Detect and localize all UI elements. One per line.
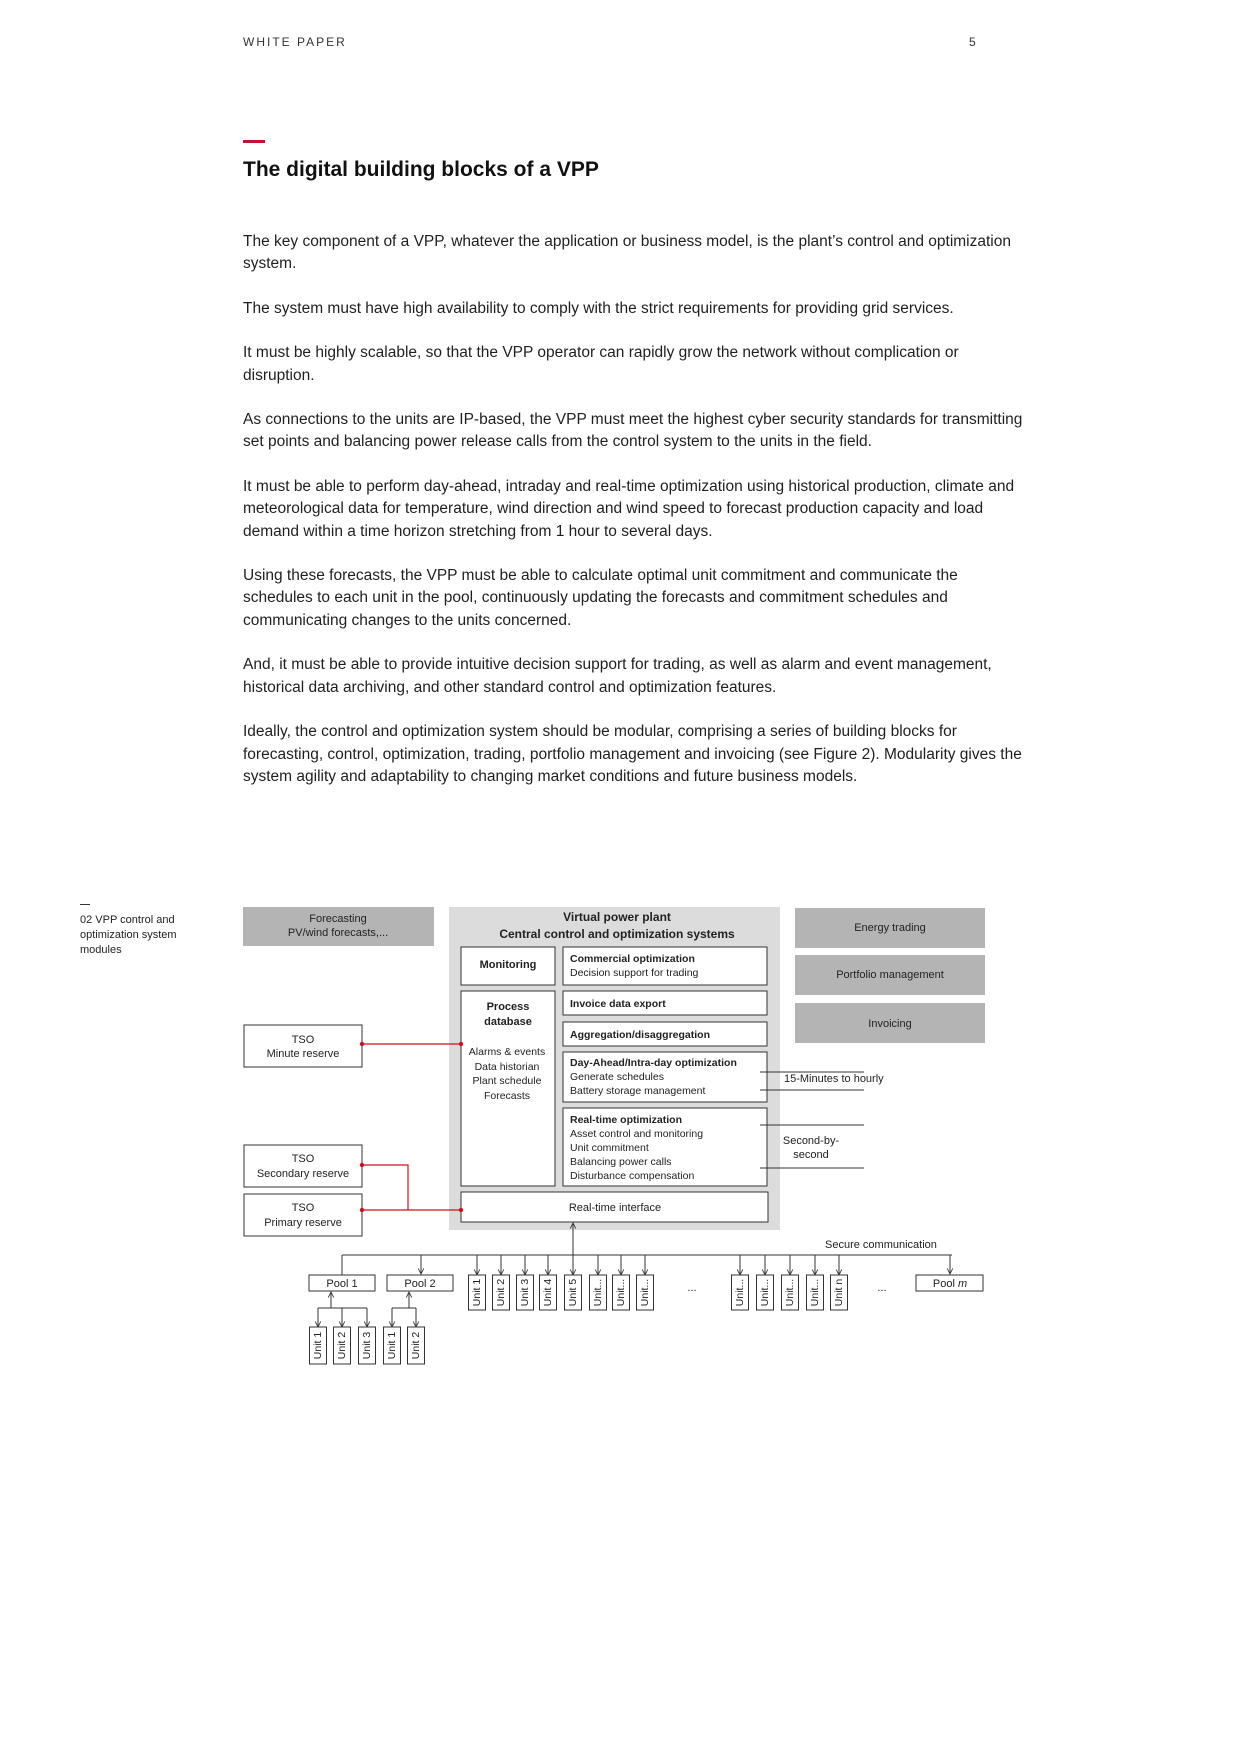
process-db-title: Process (486, 1001, 530, 1013)
unit-label: Unit 2 (336, 1331, 348, 1360)
bus-unit (517, 1255, 534, 1310)
tso-secondary-box (244, 1145, 362, 1187)
process-db-item: Data historian (474, 1061, 540, 1073)
pool-m-label: Pool m (932, 1278, 968, 1290)
vpp-diagram (0, 895, 1108, 1375)
day-ahead-title: Day-Ahead/Intra-day optimization (570, 1057, 737, 1069)
figure-caption: 02 VPP control and optimization system modules (80, 914, 177, 956)
realtime-opt-item: Disturbance compensation (570, 1170, 695, 1182)
vpp-subtitle: Central control and optimization systems (499, 927, 735, 941)
day-ahead-item: Generate schedules (570, 1071, 664, 1083)
bus-unit (732, 1255, 749, 1310)
realtime-opt-item: Asset control and monitoring (570, 1128, 704, 1140)
bus-unit (807, 1255, 824, 1310)
bus-unit (757, 1255, 774, 1310)
right-module-label: Energy trading (854, 922, 926, 934)
unit-label: Unit 3 (361, 1331, 373, 1360)
page-title: The digital building blocks of a VPP (243, 158, 599, 181)
unit-label: Unit 1 (386, 1331, 398, 1360)
page-number: 5 (969, 35, 976, 49)
tso-title: TSO (291, 1034, 315, 1046)
bus-unit (782, 1255, 799, 1310)
realtime-opt-item: Unit commitment (570, 1142, 649, 1154)
right-module-label: Portfolio management (836, 969, 944, 981)
timing-15min-label: 15-Minutes to hourly (784, 1073, 884, 1085)
unit-label: Unit... (615, 1278, 627, 1307)
paragraph: The key component of a VPP, whatever the application or business model, is the plant’s control and optimization system. (243, 233, 1011, 273)
pool-label: Pool 2 (404, 1278, 436, 1290)
paragraph: It must be highly scalable, so that the VPP operator can rapidly grow the network without complication or disruption. (243, 344, 959, 384)
paragraph: Using these forecasts, the VPP must be able to calculate optimal unit commitment and communicate the schedules to each unit in the pool, continuously updating the forecasts and commitment schedules and communicating changes to the units concerned. (243, 567, 958, 629)
day-ahead-item: Battery storage management (570, 1085, 706, 1097)
pool-unit (359, 1308, 376, 1364)
unit-label: Unit n (833, 1278, 845, 1307)
invoice-export-label: Invoice data export (570, 998, 666, 1010)
ellipsis: ... (687, 1282, 697, 1294)
unit-label: Unit 1 (471, 1278, 483, 1307)
bus-unit (637, 1255, 654, 1310)
timing-second-label: second (793, 1149, 829, 1161)
bus-unit (590, 1255, 607, 1310)
aggregation-label: Aggregation/disaggregation (570, 1029, 711, 1041)
bus-unit (540, 1255, 557, 1310)
unit-label: Unit 2 (410, 1331, 422, 1360)
tso-title: TSO (291, 1202, 315, 1214)
unit-label: Unit 3 (519, 1278, 531, 1307)
commercial-item: Decision support for trading (570, 967, 699, 979)
paragraph: The system must have high availability to comply with the strict requirements for providing grid services. (243, 299, 954, 317)
process-db-item: Forecasts (483, 1090, 531, 1102)
tso-sub: Primary reserve (264, 1217, 342, 1229)
unit-label: Unit 2 (495, 1278, 507, 1307)
forecasting-title: Forecasting (309, 913, 367, 925)
title-accent-bar (243, 140, 265, 143)
commercial-title: Commercial optimization (570, 953, 695, 965)
body-text (243, 231, 1023, 810)
tso-minute-box (244, 1025, 362, 1067)
unit-label: Unit... (639, 1278, 651, 1307)
paragraph: And, it must be able to provide intuitive decision support for trading, as well as alarm and event management, historical data archiving, and other standard control and optimization features. (243, 656, 992, 696)
bus-unit (613, 1255, 630, 1310)
tso-title: TSO (291, 1153, 315, 1165)
paragraph: Ideally, the control and optimization system should be modular, comprising a series of building blocks for forecasting, control, optimization, trading, portfolio management and invoicing (see Figure 2). Modularity gives the system agility and adaptability to changing market conditions and future business models. (243, 723, 1022, 785)
pool-label: Pool 1 (326, 1278, 358, 1290)
unit-label: Unit 4 (542, 1278, 554, 1307)
right-module-label: Invoicing (868, 1018, 912, 1030)
unit-label: Unit... (734, 1278, 746, 1307)
monitoring-label: Monitoring (479, 959, 537, 971)
unit-label: Unit 1 (312, 1331, 324, 1360)
unit-label: Unit... (592, 1278, 604, 1307)
header-label: WHITE PAPER (243, 35, 347, 49)
tso-sub: Secondary reserve (256, 1168, 350, 1180)
tso-connectors (362, 1044, 461, 1210)
unit-label: Unit... (809, 1278, 821, 1307)
bus-unit (493, 1255, 510, 1310)
process-db-title2: database (484, 1016, 532, 1028)
realtime-interface-label: Real-time interface (568, 1202, 662, 1214)
pool-unit (408, 1308, 425, 1364)
paragraph: As connections to the units are IP-based, the VPP must meet the highest cyber security standards for transmitting set points and balancing power release calls from the control system to the units in the field. (243, 411, 1023, 451)
tso-sub: Minute reserve (266, 1048, 340, 1060)
unit-label: Unit... (784, 1278, 796, 1307)
unit-label: Unit... (759, 1278, 771, 1307)
forecasting-sub: PV/wind forecasts,... (287, 927, 389, 939)
realtime-opt-item: Balancing power calls (570, 1156, 672, 1168)
bus-unit (469, 1255, 486, 1310)
tso-primary-box (244, 1194, 362, 1236)
bus-unit (831, 1255, 848, 1310)
timing-second-label: Second-by- (782, 1135, 840, 1147)
pool-unit (310, 1308, 327, 1364)
bus-unit (565, 1255, 582, 1310)
secure-communication-label: Secure communication (825, 1239, 937, 1251)
unit-groups (310, 1255, 848, 1364)
ellipsis: ... (877, 1282, 887, 1294)
connector-dots (360, 1042, 463, 1212)
vpp-title: Virtual power plant (563, 910, 671, 924)
process-db-item: Alarms & events (468, 1046, 546, 1058)
paragraph: It must be able to perform day-ahead, intraday and real-time optimization using historical production, climate and meteorological data for temperature, wind direction and wind speed to forecast production capacity and load demand within a time horizon stretching from 1 hour to several days. (243, 477, 1015, 540)
realtime-opt-title: Real-time optimization (570, 1114, 683, 1126)
pool-tree (318, 1292, 416, 1308)
pool-unit (384, 1308, 401, 1364)
unit-label: Unit 5 (567, 1278, 579, 1307)
process-db-item: Plant schedule (472, 1075, 542, 1087)
pool-unit (334, 1308, 351, 1364)
